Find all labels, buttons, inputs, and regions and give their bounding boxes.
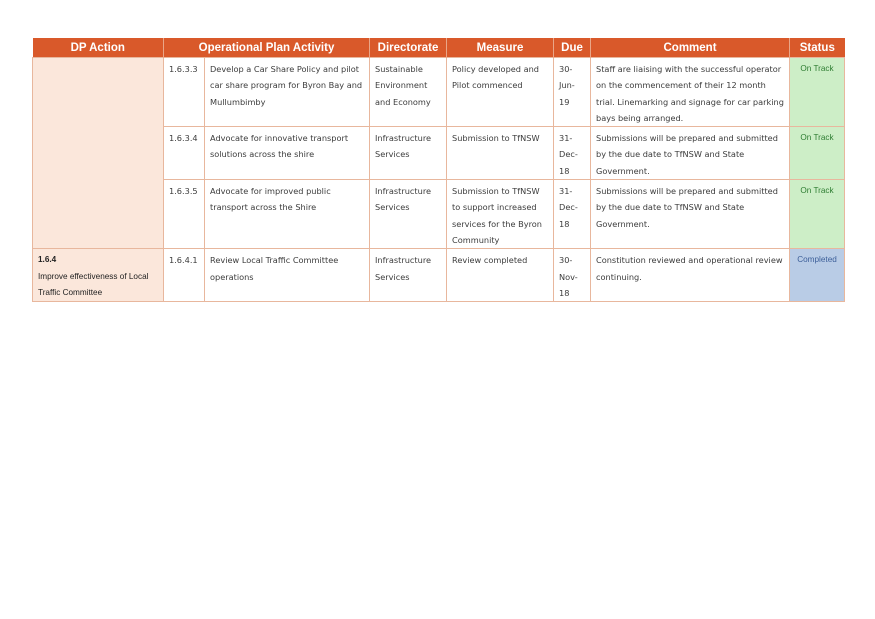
header-activity: Operational Plan Activity [164,38,370,58]
dp-action-cell [33,58,164,249]
operational-plan-table [32,38,845,302]
header-directorate: Directorate [370,38,447,58]
status-badge: Completed [790,249,845,302]
status-badge: On Track [790,58,845,127]
due-cell: 30-Nov-18 [554,249,591,302]
directorate-cell: Infrastructure Services [370,180,447,249]
dp-action-cell [33,249,164,302]
directorate-cell: Infrastructure Services [370,127,447,180]
status-badge: On Track [790,180,845,249]
activity-text: Review Local Traffic Committee operations [205,249,370,302]
measure-cell: Policy developed and Pilot commenced [447,58,554,127]
due-cell: 30-Jun-19 [554,58,591,127]
table-row [33,249,845,302]
activity-text: Advocate for innovative transport solutions across the shire [205,127,370,180]
directorate-cell: Sustainable Environment and Economy [370,58,447,127]
due-cell: 31-Dec-18 [554,127,591,180]
activity-code: 1.6.3.3 [164,58,205,127]
header-row [33,38,845,58]
activity-text: Advocate for improved public transport across the Shire [205,180,370,249]
comment-cell: Submissions will be prepared and submitted by the due date to TfNSW and State Government. [591,127,790,180]
header-status: Status [790,38,845,58]
measure-cell: Submission to TfNSW [447,127,554,180]
dp-action-number: 1.6.4 [38,255,57,265]
comment-cell: Constitution reviewed and operational review continuing. [591,249,790,302]
due-cell: 31-Dec-18 [554,180,591,249]
directorate-cell: Infrastructure Services [370,249,447,302]
header-due: Due [554,38,591,58]
comment-cell: Submissions will be prepared and submitted by the due date to TfNSW and State Government. [591,180,790,249]
activity-code: 1.6.3.4 [164,127,205,180]
comment-cell: Staff are liaising with the successful operator on the commencement of their 12 month trial. Linemarking and signage for car parking bays being arranged. [591,58,790,127]
header-measure: Measure [447,38,554,58]
header-comment: Comment [591,38,790,58]
dp-action-text: Improve effectiveness of Local Traffic Committee [38,271,149,297]
activity-text: Develop a Car Share Policy and pilot car share program for Byron Bay and Mullumbimby [205,58,370,127]
measure-cell: Submission to TfNSW to support increased services for the Byron Community [447,180,554,249]
header-dp-action: DP Action [33,38,164,58]
status-badge: On Track [790,127,845,180]
measure-cell: Review completed [447,249,554,302]
activity-code: 1.6.3.5 [164,180,205,249]
activity-code: 1.6.4.1 [164,249,205,302]
table-row [33,58,845,127]
